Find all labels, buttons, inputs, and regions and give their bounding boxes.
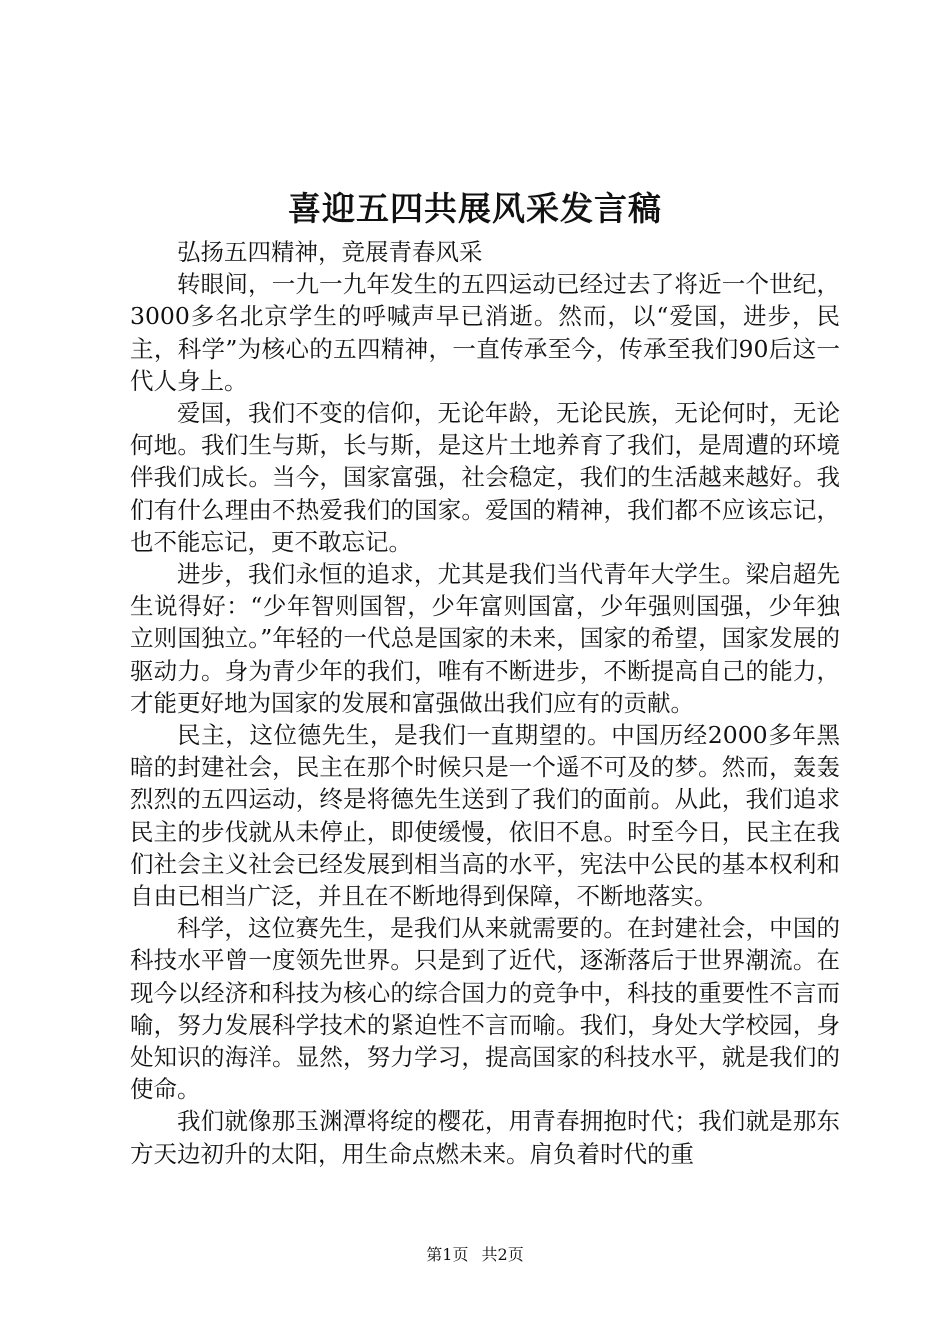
body-paragraph: 进步，我们永恒的追求，尤其是我们当代青年大学生。梁启超先生说得好：“少年智则国智，少年富则国富，少年强则国强，少年独立则国独立。”年轻的一代总是国家的未来，国家的希望，国家发展的驱动力。身为青少年的我们，唯有不断进步，不断提高自己的能力，才能更好地为国家的发展和富强做出我们应有的贡献。 [130,560,840,717]
body-paragraph: 爱国，我们不变的信仰，无论年龄，无论民族，无论何时，无论何地。我们生与斯，长与斯，是这片土地养育了我们，是周遭的环境伴我们成长。当今，国家富强，社会稳定，我们的生活越来越好。我们有什么理由不热爱我们的国家。爱国的精神，我们都不应该忘记，也不能忘记，更不敢忘记。 [130,399,840,556]
page-number: 第1页 [426,1245,469,1264]
document-title: 喜迎五四共展风采发言稿 [288,189,662,228]
document-body [130,236,840,1170]
body-paragraph: 转眼间，一九一九年发生的五四运动已经过去了将近一个世纪，3000多名北京学生的呼喊声早已消逝。然而，以“爱国，进步，民主，科学”为核心的五四精神，一直传承至今，传承至我们90后这一代人身上。 [130,270,840,395]
page-total: 共2页 [481,1245,524,1264]
body-paragraph: 科学，这位赛先生，是我们从来就需要的。在封建社会，中国的科技水平曾一度领先世界。只是到了近代，逐渐落后于世界潮流。在现今以经济和科技为核心的综合国力的竞争中，科技的重要性不言而喻，努力发展科学技术的紧迫性不言而喻。我们，身处大学校园，身处知识的海洋。显然，努力学习，提高国家的科技水平，就是我们的使命。 [130,914,840,1104]
body-paragraph: 民主，这位德先生，是我们一直期望的。中国历经2000多年黑暗的封建社会，民主在那个时候只是一个遥不可及的梦。然而，轰轰烈烈的五四运动，终是将德先生送到了我们的面前。从此，我们追求民主的步伐就从未停止，即使缓慢，依旧不息。时至今日，民主在我们社会主义社会已经发展到相当高的水平，宪法中公民的基本权利和自由已相当广泛，并且在不断地得到保障，不断地落实。 [130,721,840,911]
subtitle-paragraph: 弘扬五四精神，竞展青春风采 [177,238,483,266]
body-paragraph: 我们就像那玉渊潭将绽的樱花，用青春拥抱时代；我们就是那东方天边初升的太阳，用生命点燃未来。肩负着时代的重 [130,1107,840,1168]
page-footer [0,1244,950,1266]
